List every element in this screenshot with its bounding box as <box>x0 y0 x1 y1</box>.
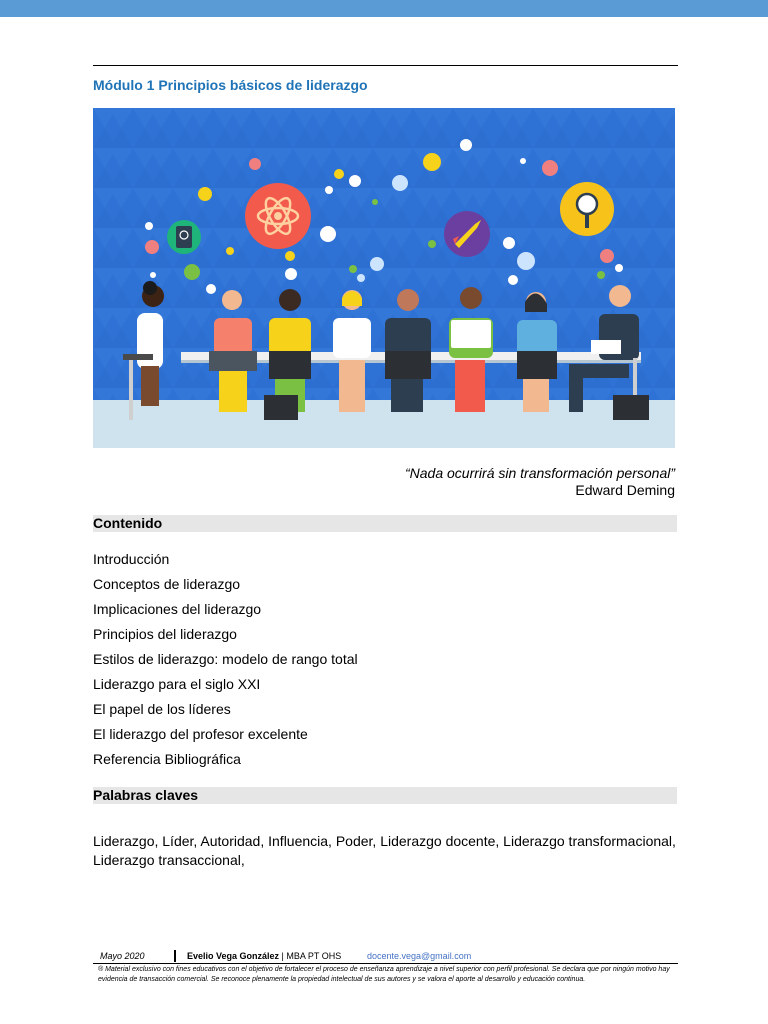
quote-block <box>405 465 675 499</box>
contents-item: Introducción <box>93 551 170 567</box>
contents-heading <box>93 515 677 532</box>
magnifier-icon <box>560 182 614 236</box>
keywords-text: Liderazgo, Líder, Autoridad, Influencia, Poder, Liderazgo docente, Liderazgo transformacional, Liderazgo transaccional, <box>93 833 676 868</box>
contents-item: Estilos de liderazgo: modelo de rango total <box>93 651 358 667</box>
footer-separator <box>174 950 176 962</box>
page-title: Módulo 1 Principios básicos de liderazgo <box>93 77 368 93</box>
hero-illustration <box>93 108 675 448</box>
contents-item: Principios del liderazgo <box>93 626 237 642</box>
contents-item: Conceptos de liderazgo <box>93 576 241 592</box>
passport-icon <box>167 220 201 254</box>
footer-author-name: Evelio Vega González <box>187 951 280 961</box>
contents-item: Liderazgo para el siglo XXI <box>93 676 261 692</box>
header-rule <box>93 65 678 66</box>
contents-item: El liderazgo del profesor excelente <box>93 726 308 742</box>
footer-author <box>187 951 341 961</box>
atom-icon <box>245 183 311 249</box>
keywords-heading <box>93 787 677 804</box>
footer-rule <box>93 963 678 964</box>
contents-item: Referencia Bibliográfica <box>93 751 241 767</box>
footer-email-link[interactable]: docente.vega@gmail.com <box>367 951 472 961</box>
top-accent-bar <box>0 0 768 17</box>
quote-author: Edward Deming <box>575 482 675 498</box>
footer-date: Mayo 2020 <box>100 951 145 961</box>
rocket-icon <box>444 211 490 257</box>
keywords-heading-label: Palabras claves <box>93 787 199 803</box>
footer-credentials: | MBA PT OHS <box>279 951 342 961</box>
contents-item: El papel de los líderes <box>93 701 231 717</box>
quote-text: “Nada ocurrirá sin transformación personal” <box>405 465 675 481</box>
contents-list <box>93 549 358 774</box>
contents-item: Implicaciones del liderazgo <box>93 601 262 617</box>
contents-heading-label: Contenido <box>93 515 163 531</box>
footer-disclaimer: ® Material exclusivo con fines educativos con el objetivo de fortalecer el proceso de enseñanza aprendizaje a nivel superior con perfil profesional. Se declara que por ningún motivo hay evidencia de transacción comercial. Se reconoce plenamente la propiedad intelectual de sus autores y se valora el aporte al desarrollo y educación continua. <box>98 966 670 983</box>
